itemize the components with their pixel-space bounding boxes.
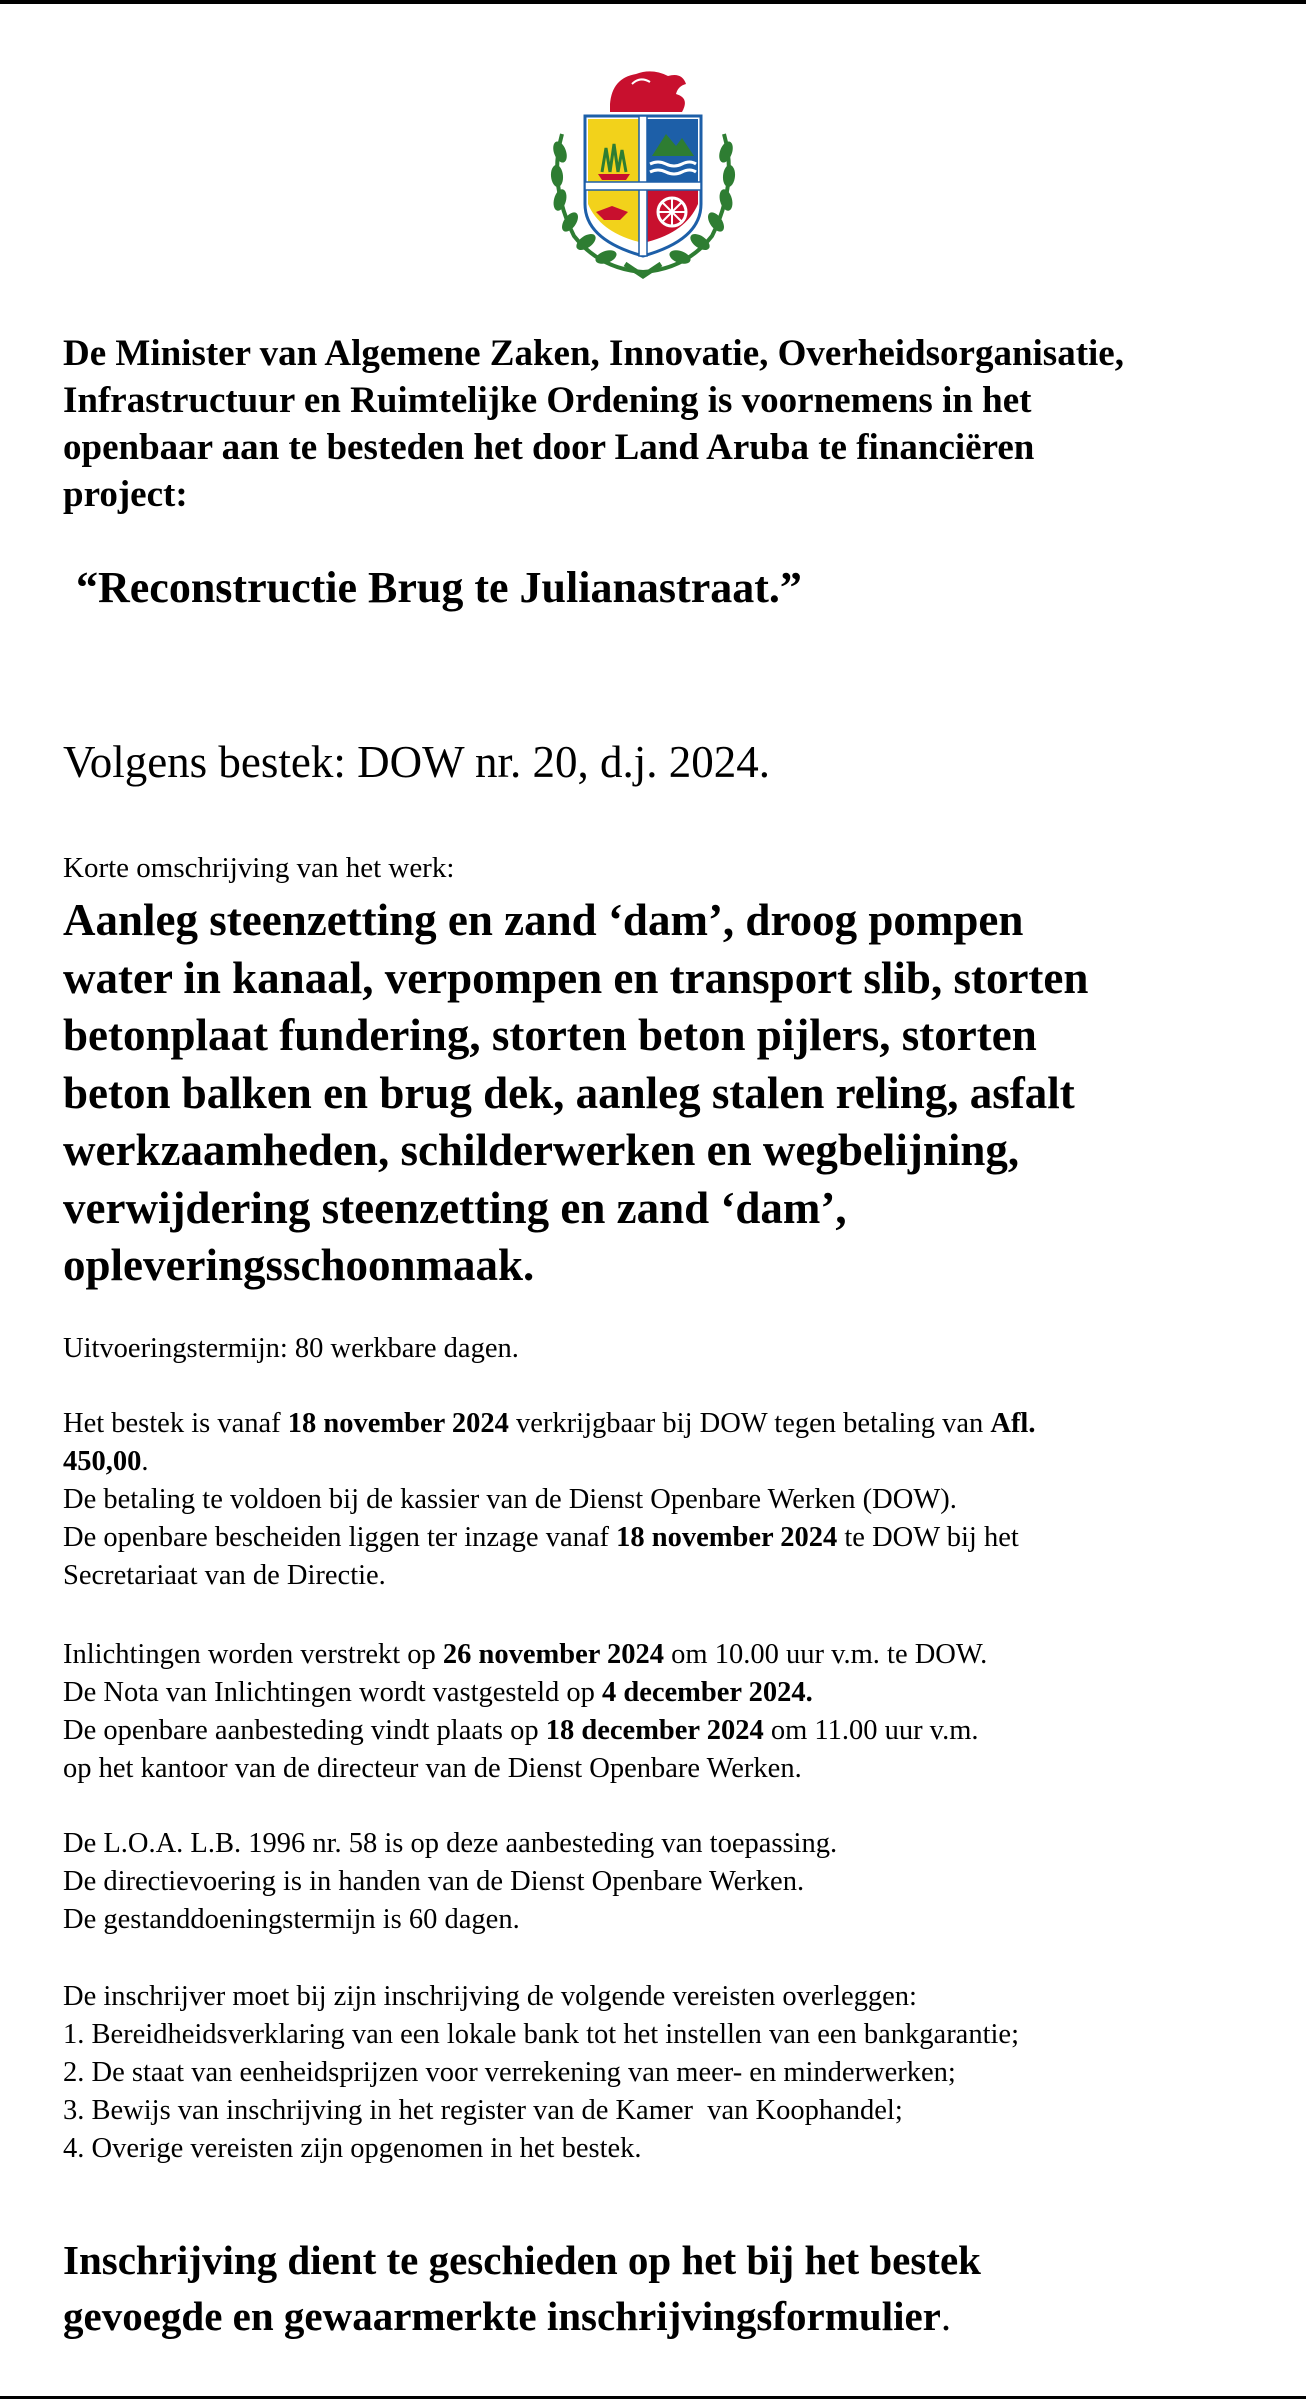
shield-icon (585, 116, 701, 256)
regulation-line: De directievoering is in handen van de Dienst Openbare Werken. (63, 1866, 805, 1897)
execution-term: Uitvoeringstermijn: 80 werkbare dagen. (63, 1333, 519, 1364)
regulation-line: De L.O.A. L.B. 1996 nr. 58 is op deze aanbesteding van toepassing. (63, 1828, 838, 1859)
closing-line: gevoegde en gewaarmerkte inschrijvingsformulier. (63, 2293, 952, 2339)
inspection-date: 18 november 2024 (616, 1522, 838, 1553)
schedule-line: De Nota van Inlichtingen wordt vastgesteld op 4 december 2024. (63, 1677, 813, 1708)
work-description-line: verwijdering steenzetting en zand ‘dam’, (63, 1182, 847, 1233)
list-item: 3. Bewijs van inschrijving in het register van de Kamer van Koophandel; (63, 2095, 903, 2126)
list-item: 1. Bereidheidsverklaring van een lokale bank tot het instellen van een bankgarantie; (63, 2019, 1019, 2050)
bestek-reference: Volgens bestek: DOW nr. 20, d.j. 2024. (63, 737, 771, 787)
schedule-line: op het kantoor van de directeur van de Dienst Openbare Werken. (63, 1753, 802, 1784)
bestek-line: 450,00. (63, 1446, 149, 1477)
price-amount: 450,00 (63, 1446, 142, 1477)
bestek-line: Secretariaat van de Directie. (63, 1560, 386, 1591)
intro-line: project: (63, 474, 188, 515)
requirements-section (63, 1978, 1273, 2168)
closing-statement (63, 2232, 1273, 2344)
intro-line: Infrastructuur en Ruimtelijke Ordening is voornemens in het (63, 380, 1032, 421)
bottom-border-rule (0, 2396, 1306, 2399)
lion-crest-icon (610, 71, 686, 112)
information-date: 26 november 2024 (442, 1639, 665, 1670)
project-title: “Reconstructie Brug te Julianastraat.” (76, 563, 802, 612)
work-description-line: beton balken en brug dek, aanleg stalen reling, asfalt (63, 1067, 1075, 1118)
closing-line: Inschrijving dient te geschieden op het bij het bestek (63, 2237, 981, 2283)
regulations (63, 1825, 1273, 1939)
bestek-line: De betaling te voldoen bij de kassier van de Dienst Openbare Werken (DOW). (63, 1484, 957, 1515)
schedule-line: Inlichtingen worden verstrekt op 26 november 2024 om 10.00 uur v.m. te DOW. (63, 1639, 988, 1670)
information-schedule (63, 1636, 1273, 1788)
schedule-line: De openbare aanbesteding vindt plaats op 18 december 2024 om 11.00 uur v.m. (63, 1715, 979, 1746)
work-description-line: opleveringsschoonmaak. (63, 1240, 535, 1290)
top-border-rule (0, 0, 1306, 4)
work-description-line: water in kanaal, verpompen en transport slib, storten (63, 952, 1089, 1003)
intro-line: De Minister van Algemene Zaken, Innovatie, Overheidsorganisatie, (63, 333, 1124, 374)
requirements-list (63, 2016, 1273, 2168)
intro-line: openbaar aan te besteden het door Land Aruba te financiëren (63, 427, 1035, 468)
regulation-line: De gestanddoeningstermijn is 60 dagen. (63, 1904, 520, 1935)
list-item: 4. Overige vereisten zijn opgenomen in het bestek. (63, 2133, 642, 2164)
nota-date: 4 december 2024. (602, 1677, 813, 1708)
description-label: Korte omschrijving van het werk: (63, 852, 455, 884)
intro-paragraph (63, 330, 1273, 518)
availability-date: 18 november 2024 (287, 1408, 509, 1439)
list-item: 2. De staat van eenheidsprijzen voor verrekening van meer- en minderwerken; (63, 2057, 956, 2088)
requirements-intro: De inschrijver moet bij zijn inschrijving de volgende vereisten overleggen: (63, 1981, 917, 2012)
aruba-coat-of-arms (540, 64, 746, 284)
bestek-availability (63, 1405, 1273, 1595)
bestek-line: Het bestek is vanaf 18 november 2024 verkrijgbaar bij DOW tegen betaling van Afl. (63, 1408, 1036, 1439)
work-description-line: Aanleg steenzetting en zand ‘dam’, droog pompen (63, 895, 1024, 945)
bestek-line: De openbare bescheiden liggen ter inzage vanaf 18 november 2024 te DOW bij het (63, 1522, 1019, 1553)
work-description (63, 892, 1273, 1295)
price-currency: Afl. (990, 1408, 1036, 1439)
work-description-line: betonplaat fundering, storten beton pijlers, storten (63, 1010, 1037, 1060)
work-description-line: werkzaamheden, schilderwerken en wegbelijning, (63, 1125, 1020, 1175)
tender-date: 18 december 2024 (545, 1715, 764, 1746)
